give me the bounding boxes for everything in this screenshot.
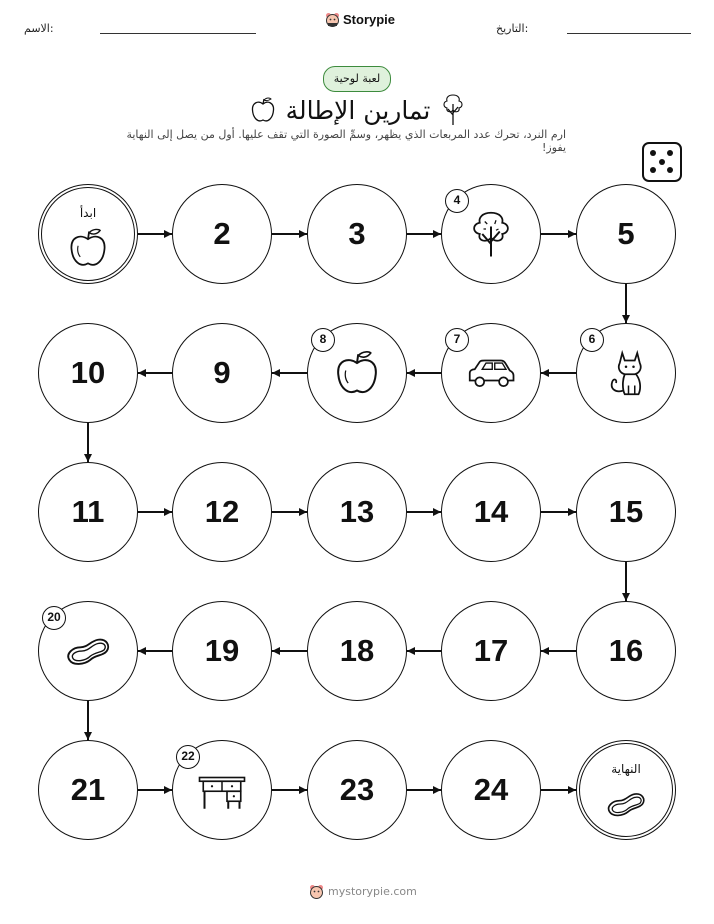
space-number: 10 bbox=[70, 355, 106, 390]
space-number: 19 bbox=[204, 633, 240, 668]
arrow-head bbox=[164, 786, 172, 794]
space-number: 23 bbox=[339, 772, 375, 807]
arrow-head bbox=[84, 454, 92, 462]
footer-url[interactable]: mystorypie.com bbox=[328, 885, 417, 898]
board-space-22 bbox=[172, 740, 272, 840]
arrow-head bbox=[138, 647, 146, 655]
date-line[interactable] bbox=[567, 33, 691, 34]
arrow-head bbox=[84, 732, 92, 740]
board-space-9 bbox=[172, 323, 272, 423]
name-line[interactable] bbox=[100, 33, 256, 34]
board-space-12 bbox=[172, 462, 272, 562]
arrow-head bbox=[622, 315, 630, 323]
apple-icon bbox=[250, 96, 276, 124]
board-space-20 bbox=[38, 601, 138, 701]
board-space-13 bbox=[307, 462, 407, 562]
tree-icon bbox=[440, 93, 466, 127]
space-number: 13 bbox=[339, 494, 375, 529]
board-space-17 bbox=[441, 601, 541, 701]
cat-icon bbox=[601, 348, 651, 398]
resistance-band-icon bbox=[604, 782, 648, 826]
arrow-head bbox=[299, 230, 307, 238]
bear-icon bbox=[325, 12, 340, 27]
board-space-1 bbox=[38, 184, 138, 284]
start-label: ابدأ bbox=[79, 206, 97, 220]
arrow-head bbox=[568, 230, 576, 238]
space-number: 16 bbox=[608, 633, 644, 668]
space-number: 9 bbox=[213, 355, 231, 390]
car-icon bbox=[466, 348, 516, 398]
board-space-14 bbox=[441, 462, 541, 562]
space-number: 21 bbox=[70, 772, 106, 807]
arrow-head bbox=[622, 593, 630, 601]
board-space-18 bbox=[307, 601, 407, 701]
resistance-band-icon bbox=[63, 626, 113, 676]
space-number: 17 bbox=[473, 633, 509, 668]
finish-label: النهاية bbox=[611, 762, 641, 776]
instructions: ارم النرد، تحرك عدد المربعات الذي يظهر، وسمِّ الصورة التي تقف عليها. أول من يصل إلى النهاية يفوز! bbox=[126, 128, 566, 154]
board-space-8 bbox=[307, 323, 407, 423]
space-number: 18 bbox=[339, 633, 375, 668]
space-number-badge: 7 bbox=[445, 328, 469, 352]
space-number-badge: 6 bbox=[580, 328, 604, 352]
board-space-3 bbox=[307, 184, 407, 284]
board-space-24 bbox=[441, 740, 541, 840]
space-number: 3 bbox=[348, 216, 366, 251]
name-label: الاسم: bbox=[24, 22, 54, 35]
board-space-7 bbox=[441, 323, 541, 423]
space-number: 2 bbox=[213, 216, 231, 251]
arrow-head bbox=[568, 508, 576, 516]
board-space-6 bbox=[576, 323, 676, 423]
space-number: 14 bbox=[473, 494, 509, 529]
space-number: 5 bbox=[617, 216, 635, 251]
board-space-19 bbox=[172, 601, 272, 701]
desk-icon bbox=[197, 765, 247, 815]
arrow-head bbox=[299, 786, 307, 794]
apple-icon bbox=[332, 348, 382, 398]
arrow-head bbox=[407, 369, 415, 377]
arrow-head bbox=[541, 647, 549, 655]
space-number-badge: 20 bbox=[42, 606, 66, 630]
board-space-11 bbox=[38, 462, 138, 562]
board-space-2 bbox=[172, 184, 272, 284]
arrow-head bbox=[272, 647, 280, 655]
board-space-5 bbox=[576, 184, 676, 284]
space-number: 12 bbox=[204, 494, 240, 529]
arrow-head bbox=[433, 786, 441, 794]
arrow-head bbox=[407, 647, 415, 655]
title-row bbox=[240, 92, 476, 128]
arrow-head bbox=[568, 786, 576, 794]
board-space-21 bbox=[38, 740, 138, 840]
space-number: 11 bbox=[71, 494, 105, 529]
brand-name: Storypie bbox=[343, 12, 396, 27]
date-label: التاريخ: bbox=[496, 22, 529, 35]
arrow-head bbox=[138, 369, 146, 377]
arrow-head bbox=[164, 508, 172, 516]
board-space-10 bbox=[38, 323, 138, 423]
arrow-head bbox=[433, 230, 441, 238]
arrow-head bbox=[541, 369, 549, 377]
footer bbox=[309, 884, 417, 899]
board-space-16 bbox=[576, 601, 676, 701]
arrow-head bbox=[272, 369, 280, 377]
space-number: 15 bbox=[608, 494, 644, 529]
bear-icon bbox=[309, 884, 324, 899]
arrow-head bbox=[164, 230, 172, 238]
arrow-head bbox=[433, 508, 441, 516]
board-space-4 bbox=[441, 184, 541, 284]
brand-logo bbox=[325, 12, 395, 27]
page-title: تمارين الإطالة bbox=[285, 95, 431, 125]
board-space-15 bbox=[576, 462, 676, 562]
board-space-25 bbox=[576, 740, 676, 840]
arrow-head bbox=[299, 508, 307, 516]
board-game-tag: لعبة لوحية bbox=[323, 66, 391, 92]
space-number-badge: 22 bbox=[176, 745, 200, 769]
apple-icon bbox=[66, 226, 110, 270]
space-number: 24 bbox=[473, 772, 509, 807]
dice-five-icon bbox=[642, 142, 682, 182]
space-number-badge: 4 bbox=[445, 189, 469, 213]
tree-icon bbox=[466, 209, 516, 259]
space-number-badge: 8 bbox=[311, 328, 335, 352]
board-space-23 bbox=[307, 740, 407, 840]
